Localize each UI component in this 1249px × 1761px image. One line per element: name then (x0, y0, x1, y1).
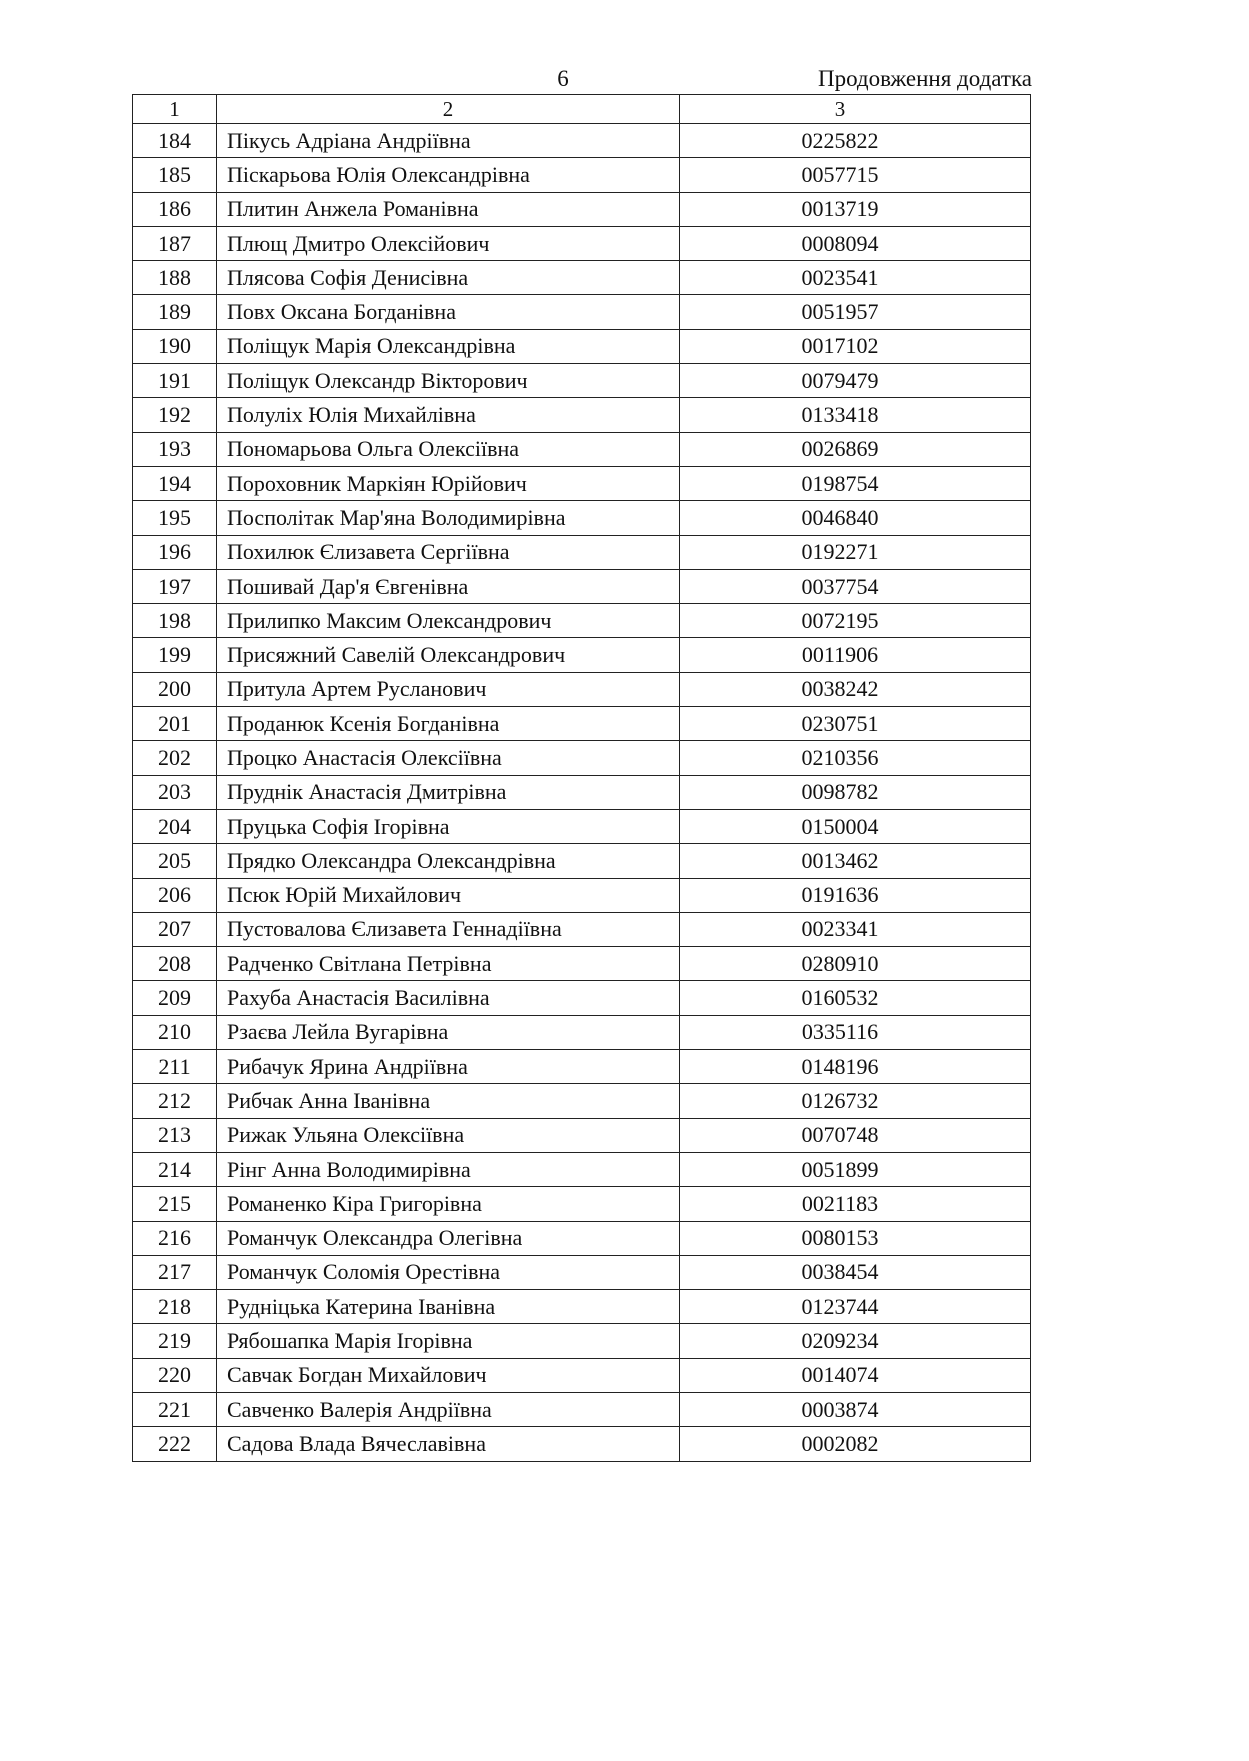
table-row (133, 1427, 1031, 1461)
row-number-cell: 194 (133, 466, 217, 500)
table-row (133, 1358, 1031, 1392)
full-name-cell: Рижак Ульяна Олексіївна (217, 1118, 680, 1152)
full-name-cell: Притула Артем Русланович (217, 672, 680, 706)
code-cell: 0150004 (680, 809, 1031, 843)
row-number-cell: 192 (133, 398, 217, 432)
code-cell: 0079479 (680, 364, 1031, 398)
code-cell: 0023541 (680, 261, 1031, 295)
table-row (133, 638, 1031, 672)
full-name-cell: Радченко Світлана Петрівна (217, 947, 680, 981)
full-name-cell: Плющ Дмитро Олексійович (217, 226, 680, 260)
code-cell: 0023341 (680, 912, 1031, 946)
code-cell: 0080153 (680, 1221, 1031, 1255)
row-number-cell: 207 (133, 912, 217, 946)
row-number-cell: 213 (133, 1118, 217, 1152)
row-number-cell: 199 (133, 638, 217, 672)
full-name-cell: Рибачук Ярина Андріївна (217, 1050, 680, 1084)
code-cell: 0123744 (680, 1290, 1031, 1324)
table-header-row (133, 95, 1031, 124)
row-number-cell: 217 (133, 1255, 217, 1289)
full-name-cell: Полуліх Юлія Михайлівна (217, 398, 680, 432)
full-name-cell: Псюк Юрій Михайлович (217, 878, 680, 912)
full-name-cell: Рахуба Анастасія Василівна (217, 981, 680, 1015)
full-name-cell: Проданюк Ксенія Богданівна (217, 707, 680, 741)
row-number-cell: 209 (133, 981, 217, 1015)
table-row (133, 1050, 1031, 1084)
row-number-cell: 215 (133, 1187, 217, 1221)
code-cell: 0070748 (680, 1118, 1031, 1152)
table-row (133, 192, 1031, 226)
full-name-cell: Плясова Софія Денисівна (217, 261, 680, 295)
full-name-cell: Рудніцька Катерина Іванівна (217, 1290, 680, 1324)
page-number: 6 (557, 66, 569, 91)
full-name-cell: Пікусь Адріана Андріївна (217, 124, 680, 158)
table-row (133, 981, 1031, 1015)
table-row (133, 226, 1031, 260)
row-number-cell: 214 (133, 1152, 217, 1186)
row-number-cell: 202 (133, 741, 217, 775)
code-cell: 0014074 (680, 1358, 1031, 1392)
full-name-cell: Піскарьова Юлія Олександрівна (217, 158, 680, 192)
full-name-cell: Прядко Олександра Олександрівна (217, 844, 680, 878)
table-row (133, 432, 1031, 466)
code-cell: 0017102 (680, 329, 1031, 363)
row-number-cell: 186 (133, 192, 217, 226)
code-cell: 0230751 (680, 707, 1031, 741)
full-name-cell: Прилипко Максим Олександрович (217, 604, 680, 638)
row-number-cell: 201 (133, 707, 217, 741)
code-cell: 0013462 (680, 844, 1031, 878)
full-name-cell: Пустовалова Єлизавета Геннадіївна (217, 912, 680, 946)
table-row (133, 672, 1031, 706)
code-cell: 0191636 (680, 878, 1031, 912)
table-row (133, 1255, 1031, 1289)
code-cell: 0046840 (680, 501, 1031, 535)
continuation-label: Продовження додатка (817, 66, 1032, 91)
full-name-cell: Пороховник Маркіян Юрійович (217, 466, 680, 500)
table-row (133, 466, 1031, 500)
full-name-cell: Процко Анастасія Олексіївна (217, 741, 680, 775)
code-cell: 0026869 (680, 432, 1031, 466)
full-name-cell: Пруднік Анастасія Дмитрівна (217, 775, 680, 809)
table-row (133, 569, 1031, 603)
code-cell: 0209234 (680, 1324, 1031, 1358)
table-row (133, 1084, 1031, 1118)
table-row (133, 604, 1031, 638)
table-row (133, 1118, 1031, 1152)
full-name-cell: Посполітак Мар'яна Володимирівна (217, 501, 680, 535)
table-row (133, 535, 1031, 569)
table-row (133, 912, 1031, 946)
table-row (133, 741, 1031, 775)
row-number-cell: 219 (133, 1324, 217, 1358)
row-number-cell: 195 (133, 501, 217, 535)
full-name-cell: Рзаєва Лейла Вугарівна (217, 1015, 680, 1049)
row-number-cell: 187 (133, 226, 217, 260)
row-number-cell: 205 (133, 844, 217, 878)
table-row (133, 878, 1031, 912)
row-number-cell: 220 (133, 1358, 217, 1392)
row-number-cell: 211 (133, 1050, 217, 1084)
full-name-cell: Пономарьова Ольга Олексіївна (217, 432, 680, 466)
table-row (133, 398, 1031, 432)
code-cell: 0335116 (680, 1015, 1031, 1049)
row-number-cell: 206 (133, 878, 217, 912)
code-cell: 0072195 (680, 604, 1031, 638)
row-number-cell: 188 (133, 261, 217, 295)
row-number-cell: 208 (133, 947, 217, 981)
full-name-cell: Садова Влада Вячеславівна (217, 1427, 680, 1461)
full-name-cell: Савчак Богдан Михайлович (217, 1358, 680, 1392)
row-number-cell: 212 (133, 1084, 217, 1118)
full-name-cell: Рінг Анна Володимирівна (217, 1152, 680, 1186)
full-name-cell: Романчук Соломія Орестівна (217, 1255, 680, 1289)
code-cell: 0133418 (680, 398, 1031, 432)
code-cell: 0021183 (680, 1187, 1031, 1221)
row-number-cell: 210 (133, 1015, 217, 1049)
table-row (133, 1187, 1031, 1221)
row-number-cell: 185 (133, 158, 217, 192)
code-cell: 0013719 (680, 192, 1031, 226)
code-cell: 0051899 (680, 1152, 1031, 1186)
table-row (133, 1290, 1031, 1324)
row-number-cell: 198 (133, 604, 217, 638)
code-cell: 0210356 (680, 741, 1031, 775)
table-row (133, 1392, 1031, 1426)
full-name-cell: Рибчак Анна Іванівна (217, 1084, 680, 1118)
row-number-cell: 191 (133, 364, 217, 398)
full-name-cell: Поліщук Марія Олександрівна (217, 329, 680, 363)
full-name-cell: Пошивай Дар'я Євгенівна (217, 569, 680, 603)
full-name-cell: Плитин Анжела Романівна (217, 192, 680, 226)
code-cell: 0003874 (680, 1392, 1031, 1426)
table-row (133, 1152, 1031, 1186)
table-row (133, 775, 1031, 809)
table-row (133, 1221, 1031, 1255)
row-number-cell: 203 (133, 775, 217, 809)
code-cell: 0008094 (680, 226, 1031, 260)
code-cell: 0160532 (680, 981, 1031, 1015)
row-number-cell: 204 (133, 809, 217, 843)
register-table (132, 94, 1031, 1462)
row-number-cell: 221 (133, 1392, 217, 1426)
row-number-cell: 200 (133, 672, 217, 706)
full-name-cell: Повх Оксана Богданівна (217, 295, 680, 329)
full-name-cell: Рябошапка Марія Ігорівна (217, 1324, 680, 1358)
full-name-cell: Романенко Кіра Григорівна (217, 1187, 680, 1221)
row-number-cell: 189 (133, 295, 217, 329)
code-cell: 0038454 (680, 1255, 1031, 1289)
code-cell: 0098782 (680, 775, 1031, 809)
full-name-cell: Похилюк Єлизавета Сергіївна (217, 535, 680, 569)
row-number-cell: 218 (133, 1290, 217, 1324)
table-row (133, 947, 1031, 981)
full-name-cell: Присяжний Савелій Олександрович (217, 638, 680, 672)
full-name-cell: Поліщук Олександр Вікторович (217, 364, 680, 398)
row-number-cell: 216 (133, 1221, 217, 1255)
code-cell: 0002082 (680, 1427, 1031, 1461)
table-row (133, 124, 1031, 158)
table-row (133, 809, 1031, 843)
table-row (133, 158, 1031, 192)
code-cell: 0057715 (680, 158, 1031, 192)
row-number-cell: 196 (133, 535, 217, 569)
code-cell: 0038242 (680, 672, 1031, 706)
column-header-3: 3 (680, 95, 1031, 124)
code-cell: 0148196 (680, 1050, 1031, 1084)
row-number-cell: 184 (133, 124, 217, 158)
code-cell: 0037754 (680, 569, 1031, 603)
table-row (133, 707, 1031, 741)
row-number-cell: 190 (133, 329, 217, 363)
column-header-2: 2 (217, 95, 680, 124)
table-row (133, 1324, 1031, 1358)
code-cell: 0011906 (680, 638, 1031, 672)
code-cell: 0225822 (680, 124, 1031, 158)
table-row (133, 1015, 1031, 1049)
full-name-cell: Пруцька Софія Ігорівна (217, 809, 680, 843)
full-name-cell: Романчук Олександра Олегівна (217, 1221, 680, 1255)
row-number-cell: 197 (133, 569, 217, 603)
table-row (133, 261, 1031, 295)
table-row (133, 295, 1031, 329)
table-row (133, 364, 1031, 398)
code-cell: 0280910 (680, 947, 1031, 981)
full-name-cell: Савченко Валерія Андріївна (217, 1392, 680, 1426)
row-number-cell: 193 (133, 432, 217, 466)
code-cell: 0198754 (680, 466, 1031, 500)
code-cell: 0192271 (680, 535, 1031, 569)
column-header-1: 1 (133, 95, 217, 124)
table-row (133, 329, 1031, 363)
table-row (133, 844, 1031, 878)
table-row (133, 501, 1031, 535)
code-cell: 0051957 (680, 295, 1031, 329)
table-body (133, 95, 1031, 1462)
row-number-cell: 222 (133, 1427, 217, 1461)
code-cell: 0126732 (680, 1084, 1031, 1118)
